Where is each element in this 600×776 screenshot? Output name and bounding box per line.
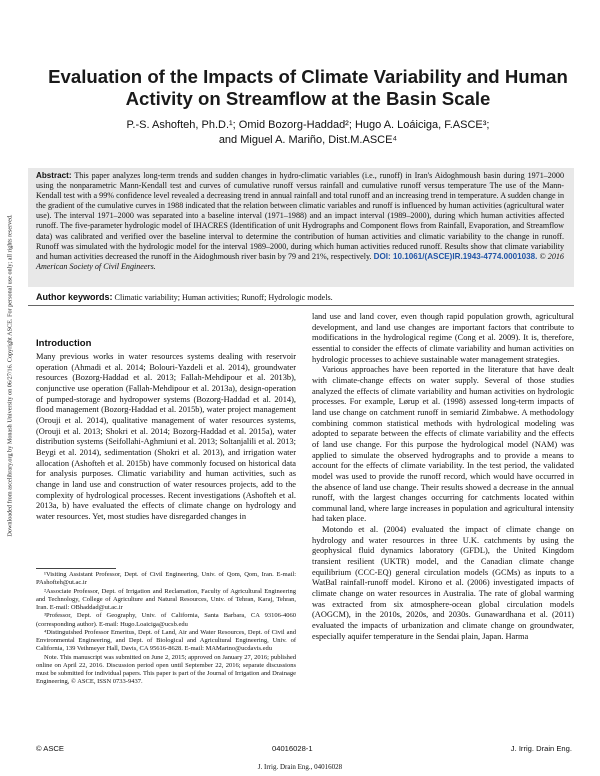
footnote-rule bbox=[36, 568, 116, 569]
col2-paragraph-3: Motondo et al. (2004) evaluated the impact of climate change on hydrology and water resources in three U.K. catchments by using the geophysical fluid dynamics laboratory (GFDL), the United Kingdom transient resilient (UKTR) model, and the Canadian climate change equilibrium (CCC-EQ) general circulation models (GCMs) as inputs to a WatBal rainfall-runoff model. Kirono et al. (2006) investigated impacts of climate change on water resources in Australia. The rate of global warming was extracted from six atmosphere-ocean global circulation models (AOGCM), in the 2010s, 2020s, and 2030s. Gunawardhana et al. (2011) evaluated the impacts of urbanization and climate change on groundwater, especially aquifer temperature in the Sendai plain, Japan. Harma bbox=[312, 525, 574, 641]
footnote-3: ³Professor, Dept. of Geography, Univ. of California, Santa Barbara, CA 93106-4060 (corresponding author). E-mail: Hugo.Loaiciga@ucsb.edu bbox=[36, 612, 296, 628]
keywords bbox=[36, 292, 566, 302]
keywords-label: Author keywords: bbox=[36, 292, 113, 302]
footnote-1: ¹Visiting Assistant Professor, Dept. of Civil Engineering, Univ. of Qom, Qom, Iran. E-mail: PAshofteh@ut.ac.ir bbox=[36, 571, 296, 587]
authors-line-1: P.-S. Ashofteh, Ph.D.¹; Omid Bozorg-Haddad²; Hugo A. Loáiciga, F.ASCE³; bbox=[126, 119, 490, 131]
download-notice-text: Downloaded from ascelibrary.org by Monash University on 06/27/16. Copyright ASCE. For personal use only; all rights reserved. bbox=[6, 214, 14, 537]
footnote-4: ⁴Distinguished Professor Emeritus, Dept. of Land, Air and Water Resources, Dept. of Civil and Environmental Engineering, and Dept. of Biological and Agricultural Engineering, Univ. of California, 139 Veihmeyer Hall, Davis, CA 95616-8628. E-mail: MAMarino@ucdavis.edu bbox=[36, 628, 296, 653]
footer-copyright: © ASCE bbox=[36, 744, 64, 753]
abstract-doi[interactable]: DOI: 10.1061/(ASCE)IR.1943-4774.0001038. bbox=[373, 251, 538, 261]
col2-paragraph-1: land use and land cover, even though rapid population growth, agricultural development, and land use changes are important factors that contribute to modifications in the hydrological regime (Cong et al. 2009). It is, therefore, essential to consider the effects of climate variability and human activities on hydrologic processes to achieve sustainable water management strategies. bbox=[312, 312, 574, 364]
download-notice bbox=[2, 180, 14, 580]
footer-citation: J. Irrig. Drain Eng., 04016028 bbox=[257, 763, 343, 771]
footnotes bbox=[36, 571, 296, 687]
author-list bbox=[40, 118, 576, 148]
section-divider bbox=[28, 305, 574, 306]
intro-paragraph-1: Many previous works in water resources systems dealing with reservoir operation (Ahmadi et al. 2014; Bolouri-Yazdeli et al. 2014), groundwater resources (Bozorg-Haddad et al. 2013; Fallah-Mehdipour et al. 2013b), conjunctive use operation (Fallah-Mehdipour et al. 2013a), design-operation of pumped-storage and hydropower systems (Bozorg-Haddad et al. 2014), flood management (Bozorg-Haddad et al. 2015b), water project management (Orouji et al. 2014), qualitative management of water resources systems, (Orouji et al. 2013; Shokri et al. 2014; Bozorg-Haddad et al. 2015a), water distribution systems (Seifollahi-Aghmiuni et al. 2013; Soltanjalili et al. 2013; Beygi et al. 2014), sedimentation (Shokri et al. 2013), and irrigation water allocation (Ashofteh et al. 2015b) have commonly focused on historical data for analysis purposes. Climatic variability and human activities, such as change in land use and construction of water resources projects, add to the complexity of hydrological processes. Recent investigations (Ashofteh et al. 2013a, b) have evaluated the effects of climate change on hydrology and water resources. Yet, most studies have disregarded changes in bbox=[36, 352, 296, 521]
abstract bbox=[36, 171, 564, 272]
authors-line-2: and Miguel A. Mariño, Dist.M.ASCE⁴ bbox=[218, 134, 398, 146]
keywords-text: Climatic variability; Human activities; Runoff; Hydrologic models. bbox=[114, 293, 333, 302]
abstract-label: Abstract: bbox=[36, 171, 72, 180]
abstract-text: This paper analyzes long-term trends and sudden changes in hydro-climatic variables (i.e., runoff) in Iran's Aidoghmoush basin during 1971–2000 using the nonparametric Mann-Kendall test and curves of cumulative runoff versus rainfall and cumulative runoff versus temperature The use of the Mann-Kendall test with a 99% confidence level revealed a decreasing trend in annual rainfall and total runoff and an increasing trend in temperature. A sudden change in the gradient of the cumulative curves in 1988 indicated that the relation between climatic variables and runoff is influenced by human activities (agricultural water use). The interval 1971–2000 was separated into a baseline interval (1971–1988) and an impact interval (1989–2000), during which human activities affected runoff. The five-parameter hydrologic model of IHACRES (Identification of unit Hydrographs and Component flows from Rainfall, Evaporation, and Streamflow data) was calibrated and verified over the baseline interval to determine the contribution of human activities and climatic variability to the change in runoff. Runoff was simulated with the hydrologic model for the interval 1989–2000, during which human activities reduced runoff. Results show that climate variability and human activities decreased the runoff in the Aidoghmoush river basin by 79 and 21%, respectively. bbox=[36, 171, 564, 261]
footnote-note: Note. This manuscript was submitted on June 2, 2015; approved on January 27, 2016; published online on April 22, 2016. Discussion period open until September 22, 2016; separate discussions must be submitted for individual papers. This paper is part of the Journal of Irrigation and Drainage Engineering, © ASCE, ISSN 0733-9437. bbox=[36, 653, 296, 686]
paper-title: Evaluation of the Impacts of Climate Variability and Human Activity on Streamflow at the Basin Scale bbox=[48, 66, 568, 109]
introduction-heading: Introduction bbox=[36, 338, 92, 349]
col2-paragraph-2: Various approaches have been reported in the literature that have dealt with climate-change effects on water supply. Several of those studies analyzed the effects of climate variability and human activities on hydrologic processes. For example, Lørup et al. (1998) assessed long-term impacts of land use change on catchment runoff in semiarid Zimbabwe. A methodology combining common statistical methods with hydrological modeling was adopted to separate between the effects of climate variability and the effects of land use change. For this purpose the hydrological model (NAM) was applied to simulate the observed hydrographs and to provide a means to account for the effects of climate variability. In the test period, the validated model was used to provide the runoff record, which would have occurred in the absence of land use change. Their results showed a decrease in the annual runoff, with the largest changes occurring for catchments located within communal land, where large increases in population and agricultural intensity had taken place. bbox=[312, 365, 574, 524]
right-column bbox=[312, 312, 574, 642]
left-column bbox=[36, 352, 296, 523]
footer-journal: J. Irrig. Drain Eng. bbox=[510, 744, 572, 753]
abstract-copyright: © 2016 American Society of Civil Engineers. bbox=[36, 251, 564, 271]
footnote-2: ²Associate Professor, Dept. of Irrigation and Reclamation, Faculty of Agricultural Engineering and Technology, College of Agriculture and Natural Resources, Univ. of Tehran, Karaj, Tehran, Iran. E-mail: OBhaddad@ut.ac.ir bbox=[36, 587, 296, 611]
footer-page-id: 04016028-1 bbox=[272, 744, 313, 753]
